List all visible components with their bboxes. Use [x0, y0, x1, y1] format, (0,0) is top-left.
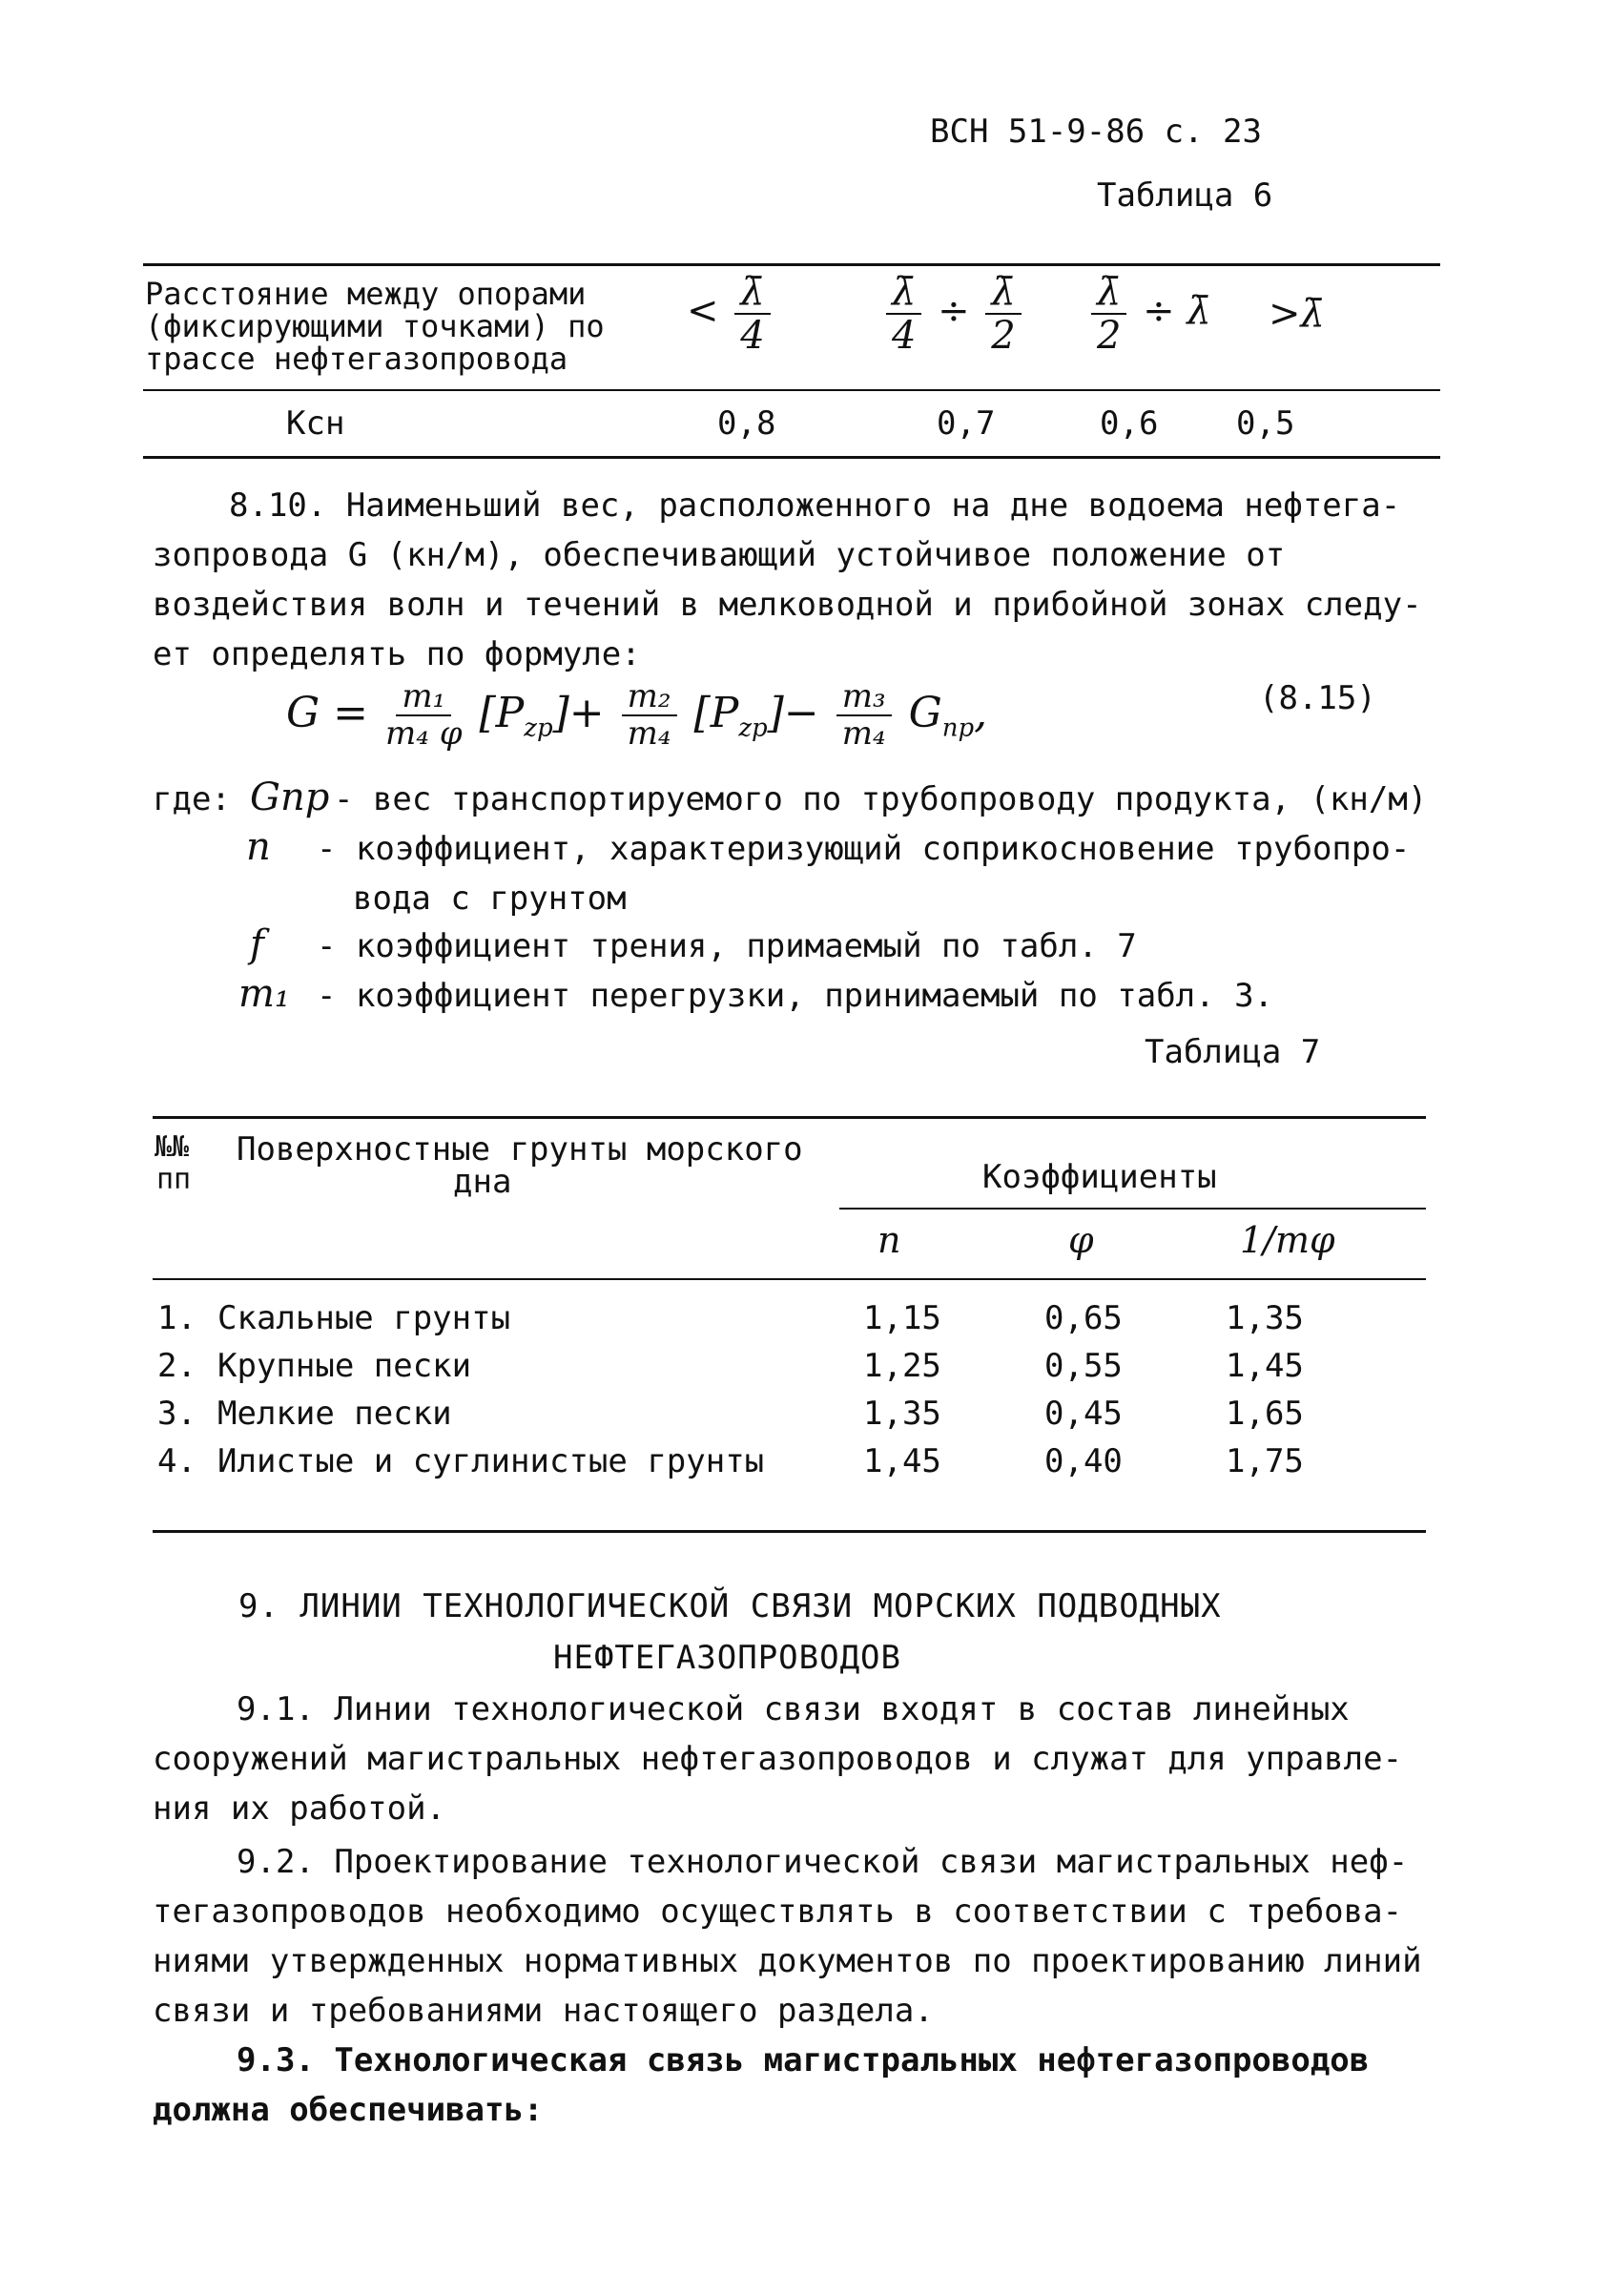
para-92-line2: тегазопроводов необходимо осуществлять в соответствии с требова- — [153, 1893, 1403, 1931]
coef-phi: 0,55 — [1044, 1347, 1123, 1385]
para-810-line3: воздействия волн и течений в мелководной и прибойной зонах следу- — [153, 586, 1422, 624]
para-93-line2: должна обеспечивать: — [153, 2091, 544, 2129]
table6-row-label-line1: Расстояние между опорами — [145, 276, 587, 312]
coef-n: 1,35 — [863, 1395, 941, 1433]
table6-ksn-label: Ксн — [286, 404, 345, 443]
soil-name: Мелкие пески — [217, 1395, 452, 1433]
para-92-line3: ниями утвержденных нормативных документов по проектированию линий — [153, 1942, 1422, 1980]
coef-n: 1,45 — [863, 1442, 941, 1480]
coef-inv: 1,65 — [1226, 1395, 1304, 1433]
coef-phi: 0,45 — [1044, 1395, 1123, 1433]
section9-heading-line1: 9. ЛИНИИ ТЕХНОЛОГИЧЕСКОЙ СВЯЗИ МОРСКИХ ПОДВОДНЫХ — [238, 1587, 1222, 1625]
table-row — [0, 1347, 1610, 1395]
document-reference: ВСН 51-9-86 с. 23 — [930, 113, 1262, 151]
coef-n: 1,15 — [863, 1299, 941, 1337]
soil-name: Крупные пески — [217, 1347, 472, 1385]
table6-col1-header: < $\frac{\lambdā}{4}$ — [687, 271, 774, 357]
para-810-line2: зопровода G (кн/м), обеспечивающий устойчивое положение от — [153, 536, 1286, 574]
def-symbol-gpr: Gпр — [250, 776, 330, 819]
soil-name: Илистые и суглинистые грунты — [217, 1442, 765, 1480]
para-93-line1: 9.3. Технологическая связь магистральных нефтегазопроводов — [237, 2041, 1370, 2079]
table-row — [0, 1442, 1610, 1490]
para-92-line4: связи и требованиями настоящего раздела. — [153, 1992, 934, 2030]
def-symbol-f: f — [250, 922, 264, 966]
para-810-line4: ет определять по формуле: — [153, 635, 641, 673]
table6-ksn-value-2: 0,7 — [937, 404, 996, 443]
row-number: 3. — [157, 1395, 196, 1433]
row-number: 4. — [157, 1442, 196, 1480]
table6-bottom-rule — [143, 456, 1440, 459]
table-row — [0, 1395, 1610, 1442]
table7-col-num-line1: №№ — [155, 1130, 190, 1164]
table6-ksn-value-4: 0,5 — [1236, 404, 1295, 443]
soil-name: Скальные грунты — [217, 1299, 511, 1337]
para-91-line1: 9.1. Линии технологической связи входят в состав линейных — [237, 1690, 1350, 1728]
coef-phi: 0,40 — [1044, 1442, 1123, 1480]
formula-8-15: G = $\frac{\text{m₁}}{\text{m₄ φ}}$ $[P_{zp}]+$ $\frac{\text{m₂}}{\text{m₄}}$ $[P_{zp}]-$ $\frac{\text{m₃}}{\text{m₄}}$ $G_{пр}$, — [286, 677, 988, 754]
table6-row-label-line2: (фиксирующими точками) по — [145, 308, 605, 344]
table7-label: Таблица 7 — [1145, 1033, 1321, 1071]
table6-mid-rule — [143, 389, 1440, 391]
table6-label: Таблица 6 — [1097, 176, 1273, 215]
def-text-n-cont: вода с грунтом — [353, 879, 627, 918]
coef-inv: 1,45 — [1226, 1347, 1304, 1385]
coef-n: 1,25 — [863, 1347, 941, 1385]
table7-col-num-line2: пп — [156, 1163, 192, 1196]
coef-phi: 0,65 — [1044, 1299, 1123, 1337]
row-number: 1. — [157, 1299, 196, 1337]
table6-col4-header: >λ̄ — [1269, 292, 1325, 336]
table7-col-soil-line1: Поверхностные грунты морского — [237, 1130, 803, 1169]
para-810-line1: 8.10. Наименьший вес, расположенного на дне водоема нефтега- — [229, 486, 1401, 525]
table7-col-coefficients: Коэффициенты — [982, 1158, 1217, 1196]
para-92-line1: 9.2. Проектирование технологической связи магистральных неф- — [237, 1843, 1409, 1881]
def-text-n: - коэффициент, характеризующий соприкосновение трубопро- — [317, 830, 1411, 868]
para-91-line2: сооружений магистральных нефтегазопроводов и служат для управле- — [153, 1740, 1403, 1778]
formula-number: (8.15) — [1259, 679, 1376, 717]
table6-row-label-line3: трассе нефтегазопровода — [145, 341, 568, 377]
table6-col2-header: $\frac{\lambdā}{4}$ ÷ $\frac{\lambdā}{2}$ — [882, 271, 1025, 357]
table6-col3-header: $\frac{\lambdā}{2}$ ÷ λ̄ — [1087, 271, 1211, 357]
def-symbol-n: n — [246, 825, 271, 869]
table6-ksn-value-3: 0,6 — [1100, 404, 1159, 443]
table7-top-rule — [153, 1116, 1426, 1119]
coef-inv: 1,75 — [1226, 1442, 1304, 1480]
row-number: 2. — [157, 1347, 196, 1385]
table6-ksn-value-1: 0,8 — [717, 404, 776, 443]
section9-heading-line2: НЕФТЕГАЗОПРОВОДОВ — [553, 1639, 901, 1677]
table7-bottom-rule — [153, 1530, 1426, 1533]
table7-coef-rule — [839, 1208, 1426, 1210]
table7-col-soil-line2: дна — [453, 1163, 512, 1201]
table7-header-rule — [153, 1278, 1426, 1280]
table-row — [0, 1299, 1610, 1347]
table7-subcol-inv: 1/mφ — [1240, 1219, 1335, 1261]
where-label: где: — [153, 780, 231, 818]
table7-subcol-n: n — [877, 1219, 901, 1261]
def-text-gpr: - вес транспортируемого по трубопроводу продукта, (кн/м) — [334, 780, 1428, 818]
coef-inv: 1,35 — [1226, 1299, 1304, 1337]
table6-top-rule — [143, 263, 1440, 266]
table7-subcol-phi: φ — [1068, 1219, 1094, 1261]
def-symbol-m1: m₁ — [238, 972, 290, 1016]
def-text-f: - коэффициент трения, примаемый по табл. 7 — [317, 927, 1137, 965]
def-text-m1: - коэффициент перегрузки, принимаемый по табл. 3. — [317, 977, 1274, 1015]
para-91-line3: ния их работой. — [153, 1789, 446, 1828]
